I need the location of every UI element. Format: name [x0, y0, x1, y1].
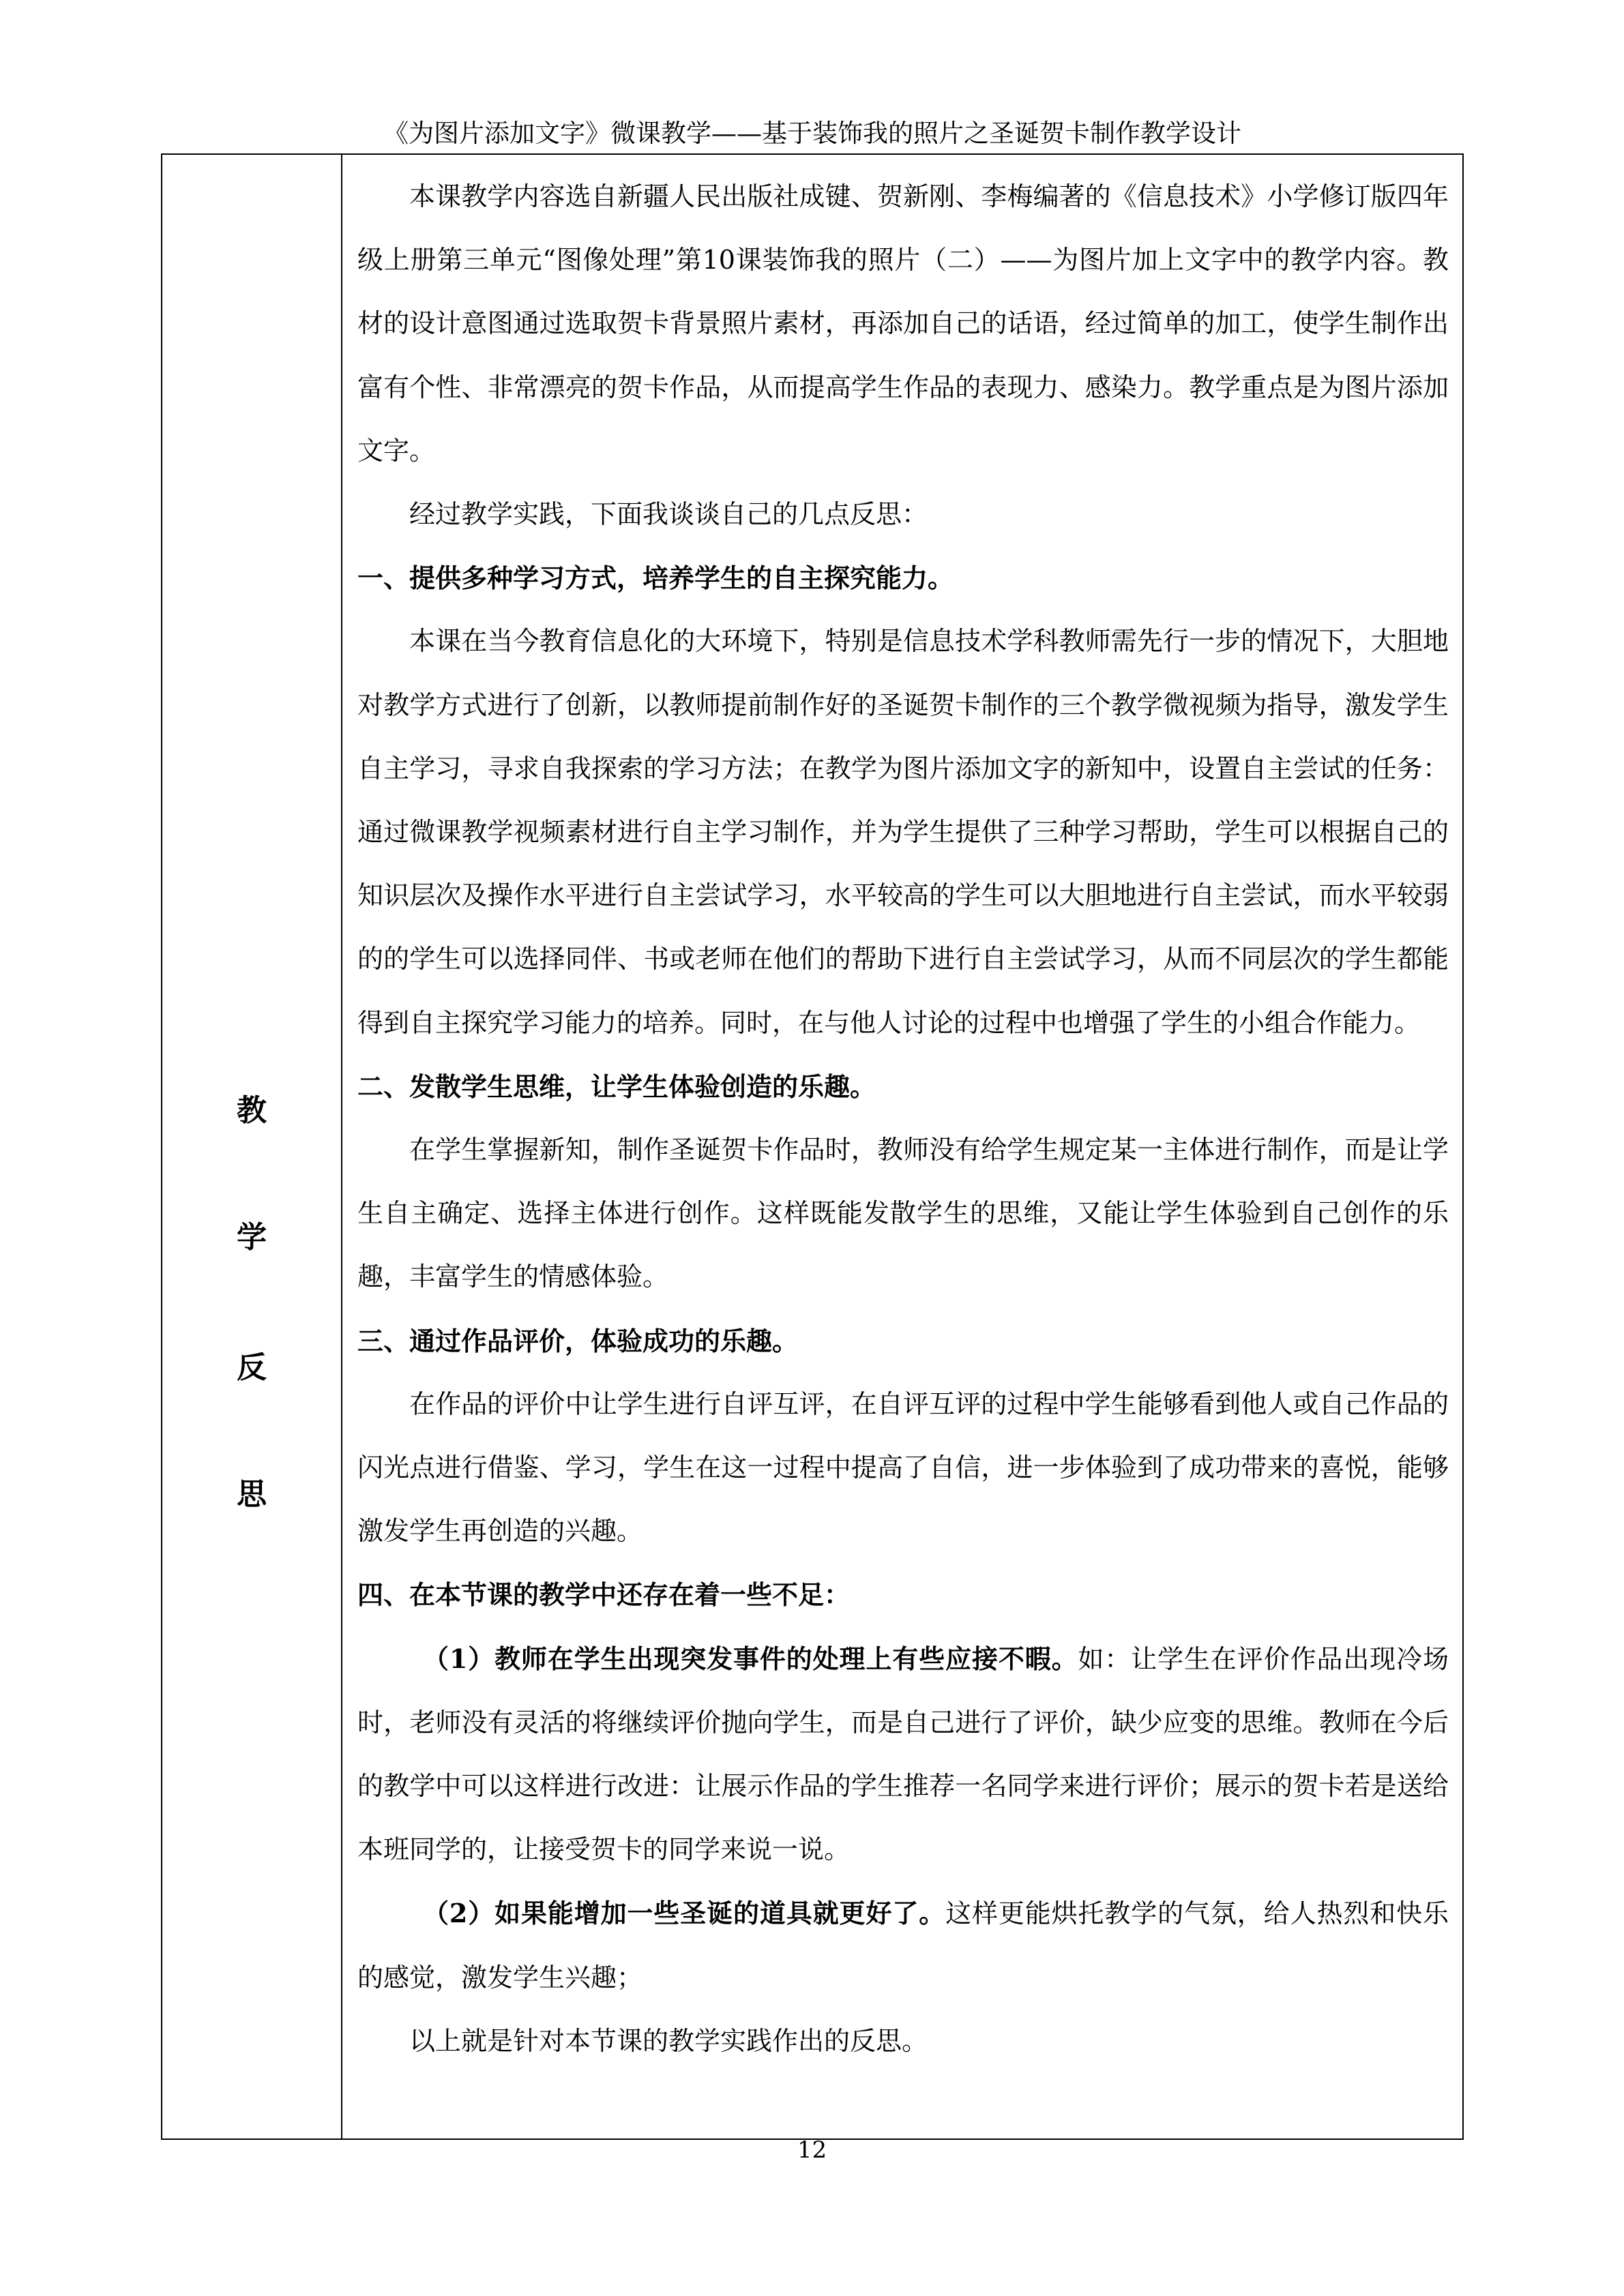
shortcoming-2-lead: （2）如果能增加一些圣诞的道具就更好了。 [423, 1898, 946, 1929]
section-heading-3: 三、通过作品评价，体验成功的乐趣。 [357, 1325, 799, 1356]
page-header-title: 《为图片添加文字》微课教学——基于装饰我的照片之圣诞贺卡制作教学设计 [383, 119, 1241, 148]
page-number: 12 [797, 2136, 827, 2164]
paragraph-section-3: 在作品的评价中让学生进行自评互评，在自评互评的过程中学生能够看到他人或自己作品的闪光点进行借鉴、学习，学生在这一过程中提高了自信，进一步体验到了成功带来的喜悦，能够激发学生再创造的兴趣。 [357, 1388, 1449, 1547]
label-char-1: 教 [237, 1093, 267, 1128]
paragraph-section-1: 本课在当今教育信息化的大环境下，特别是信息技术学科教师需先行一步的情况下，大胆地对教学方式进行了创新，以教师提前制作好的圣诞贺卡制作的三个教学微视频为指导，激发学生自主学习，寻求自我探索的学习方法；在教学为图片添加文字的新知中，设置自主尝试的任务：通过微课教学视频素材进行自主学习制作，并为学生提供了三种学习帮助，学生可以根据自己的知识层次及操作水平进行自主尝试学习，水平较高的学生可以大胆地进行自主尝试，而水平较弱的的学生可以选择同伴、书或老师在他们的帮助下进行自主尝试学习，从而不同层次的学生都能得到自主探究学习能力的培养。同时，在与他人讨论的过程中也增强了学生的小组合作能力。 [357, 626, 1449, 1038]
paragraph-section-2: 在学生掌握新知，制作圣诞贺卡作品时，教师没有给学生规定某一主体进行制作，而是让学生自主确定、选择主体进行创作。这样既能发散学生的思维，又能让学生体验到自己创作的乐趣，丰富学生的情感体验。 [357, 1135, 1449, 1292]
shortcoming-1-body: 如：让学生在评价作品出现冷场时，老师没有灵活的将继续评价抛向学生，而是自己进行了评价，缺少应变的思维。教师在今后的教学中可以这样进行改进：让展示作品的学生推荐一名同学来进行评价；展示的贺卡若是送给本班同学的，让接受贺卡的同学来说一说。 [357, 1643, 1449, 1865]
paragraph-conclusion: 以上就是针对本节课的教学实践作出的反思。 [409, 2025, 928, 2056]
shortcoming-1-lead: （1）教师在学生出现突发事件的处理上有些应接不暇。 [423, 1643, 1078, 1674]
label-char-3: 反 [237, 1350, 267, 1385]
paragraph-shortcoming-1 [357, 1627, 1449, 1882]
paragraph-shortcoming-2 [357, 1881, 1449, 2009]
paragraph-reflection-lead: 经过教学实践，下面我谈谈自己的几点反思： [409, 499, 928, 530]
label-column [162, 155, 342, 2138]
section-heading-2: 二、发散学生思维，让学生体验创造的乐趣。 [357, 1071, 876, 1102]
section-heading-1: 一、提供多种学习方式，培养学生的自主探究能力。 [357, 563, 954, 594]
paragraph-intro: 本课教学内容选自新疆人民出版社成键、贺新刚、李梅编著的《信息技术》小学修订版四年级上册第三单元“图像处理”第10课装饰我的照片（二）——为图片加上文字中的教学内容。教材的设计意图通过选取贺卡背景照片素材，再添加自己的话语，经过简单的加工，使学生制作出富有个性、非常漂亮的贺卡作品，从而提高学生作品的表现力、感染力。教学重点是为图片添加文字。 [357, 181, 1449, 466]
section-heading-4: 四、在本节课的教学中还存在着一些不足： [357, 1579, 851, 1611]
reflection-table [161, 153, 1464, 2140]
label-char-4: 思 [237, 1477, 267, 1512]
shortcoming-2-body: 这样更能烘托教学的气氛，给人热烈和快乐的感觉，激发学生兴趣； [357, 1898, 1449, 1993]
label-char-2: 学 [237, 1220, 267, 1255]
reflection-content [357, 165, 1449, 2073]
